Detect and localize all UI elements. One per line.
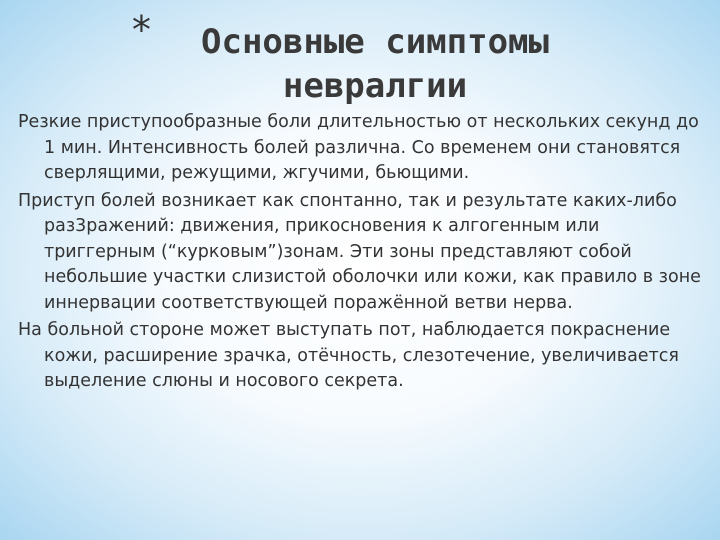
paragraph-autonomic-signs: На больной стороне может выступать пот, наблюдается покраснение кожи, расширение зрачка, отёчность, слезотечение, увеличивается выделение слюны и носового секрета. <box>18 320 679 391</box>
paragraph-attack-triggers: Приступ болей возникает как спонтанно, так и результате каких-либо раз3ражений: движения, прикосновения к алгогенным или триггерным (“курковым”)зонам. Эти зоны представляют собой небольшие участки слизистой оболочки или кожи, как правило в зоне иннервации соответствующей поражённой ветви нерва. <box>18 190 701 313</box>
title-bullet: * <box>130 8 153 52</box>
slide-body <box>18 110 708 395</box>
slide-title: Основные симптомы невралгии <box>201 22 549 106</box>
title-area <box>0 10 720 110</box>
paragraph-symptoms-pain: Резкие приступообразные боли длительностью от нескольких секунд до 1 мин. Интенсивность болей различна. Со временем они становятся сверлящими, режущими, жгучими, бьющими. <box>18 112 699 183</box>
